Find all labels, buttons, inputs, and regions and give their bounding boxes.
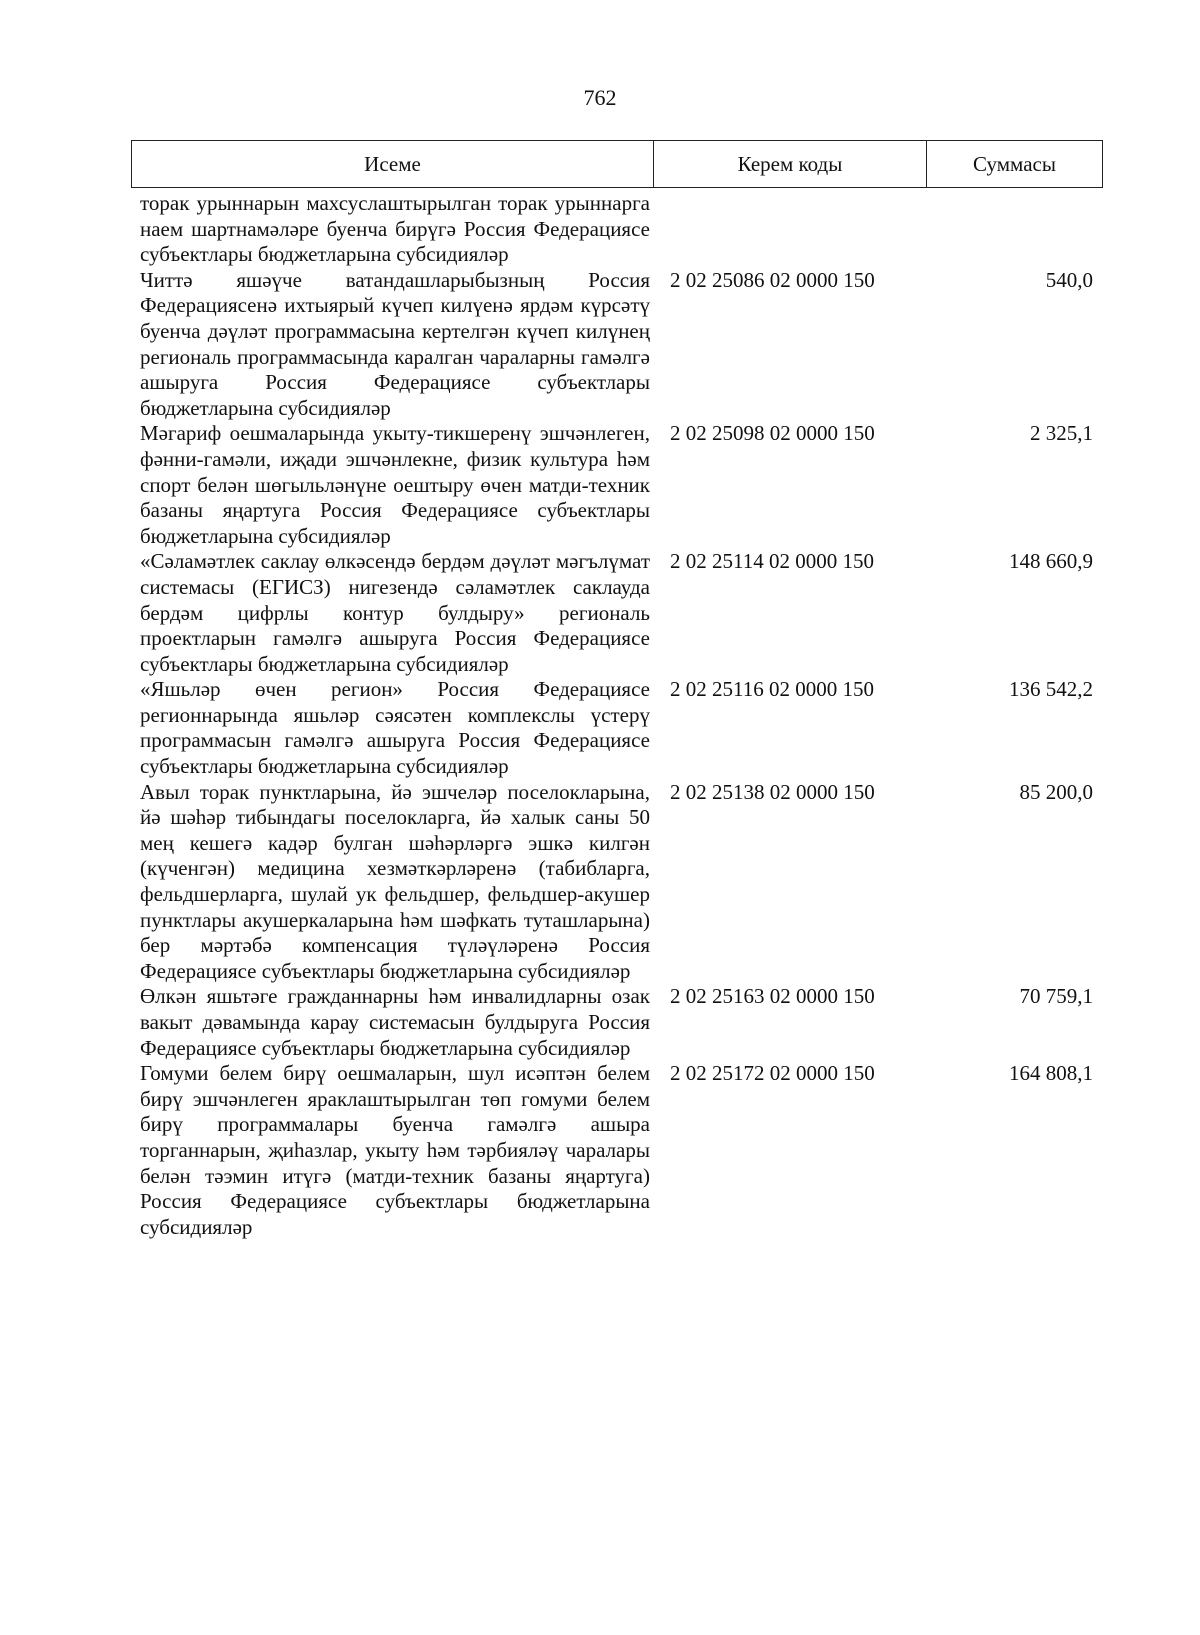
row-sum: 164 808,1 [1009,1061,1093,1086]
row-code: 2 02 25114 02 0000 150 [670,549,874,574]
row-code: 2 02 25138 02 0000 150 [670,779,875,804]
row-name: Авыл торак пунктларына, йә эшчеләр поселокларына, йә шәһәр тибындагы поселокларга, йә халык саны 50 мең кешегә кадәр булган шәһәрләргә эшкә килгән (күченгән) медицина хезмәткәрләренә (табибларга, фельдшерларга, шулай ук фельдшер, фельдшер-акушер пунктлары акушеркаларына һәм шәфкать туташларына) бер мәртәбә компенсация түләүләренә Россия Федерациясе субъектлары бюджетларына субсидияләр [140,779,650,983]
row-code: 2 02 25116 02 0000 150 [670,677,874,702]
row-sum: 148 660,9 [1009,549,1093,574]
row-name: «Яшьләр өчен регион» Россия Федерациясе регионнарында яшьләр сәясәтен комплекслы үстерү программасын гамәлгә ашыруга Россия Федерациясе субъектлары бюджетларына субсидияләр [140,677,650,779]
table-row [140,780,1100,985]
row-name: торак урыннарын махсуслаштырылган торак урыннарга наем шартнамәләре буенча бирүгә Россия Федерациясе субъектлары бюджетларына субсидияләр [140,191,650,267]
header-sum: Суммасы [973,151,1056,176]
row-code: 2 02 25098 02 0000 150 [670,421,875,446]
table-header [131,140,1103,188]
table-row [140,984,1100,1061]
row-name: Өлкән яшьтәге гражданнарны һәм инвалидларны озак вакыт дәвамында карау системасын булдыруга Россия Федерациясе субъектлары бюджетларына субсидияләр [140,984,650,1060]
row-code: 2 02 25172 02 0000 150 [670,1061,875,1086]
table-row [140,421,1100,549]
row-code: 2 02 25086 02 0000 150 [670,267,875,292]
row-name: «Сәламәтлек саклау өлкәсендә бердәм дәүләт мәгълүмат системасы (ЕГИСЗ) нигезендә сәламәтлек саклауда бердәм цифрлы контур булдыру» региональ проектларын гамәлгә ашыруга Россия Федерациясе субъектлары бюджетларына субсидияләр [140,549,650,676]
row-name: Гомуми белем бирү оешмаларын, шул исәптән белем бирү эшчәнлеген яраклаштырылган төп гомуми белем бирү программалары буенча гамәлгә ашыра торганнарын, җиһазлар, укыту һәм тәрбияләү чаралары белән тәэмин итүгә (матди-техник базаны яңартуга) Россия Федерациясе субъектлары бюджетларына субсидияләр [140,1061,650,1239]
table-row [140,1061,1100,1240]
row-name: Мәгариф оешмаларында укыту-тикшеренү эшчәнлеген, фәнни-гамәли, иҗади эшчәнлекне, физик культура һәм спорт белән шөгыльләнүне оештыру өчен матди-техник базаны яңартуга Россия Федерациясе субъектлары бюджетларына субсидияләр [140,421,650,548]
page-number: 762 [583,85,617,110]
row-sum: 70 759,1 [1019,984,1093,1009]
table-row [140,268,1100,422]
row-name: Читтә яшәүче ватандашларыбызның Россия Федерациясенә ихтыярый күчеп килүенә ярдәм күрсәтү буенча дәүләт программасына кертелгән күчеп килүнең региональ программасында каралган чараларны гамәлгә ашыруга Россия Федерациясе субъектлары бюджетларына субсидияләр [140,267,650,420]
table-row [140,191,1100,268]
header-name: Исеме [132,141,654,187]
table-body [140,191,1100,1240]
table-row [140,677,1100,779]
row-sum: 2 325,1 [1030,421,1093,446]
table-row [140,549,1100,677]
row-sum: 85 200,0 [1019,779,1093,804]
row-sum: 540,0 [1045,267,1093,292]
header-code: Керем коды [654,141,927,187]
row-sum: 136 542,2 [1009,677,1093,702]
row-code: 2 02 25163 02 0000 150 [670,984,875,1009]
